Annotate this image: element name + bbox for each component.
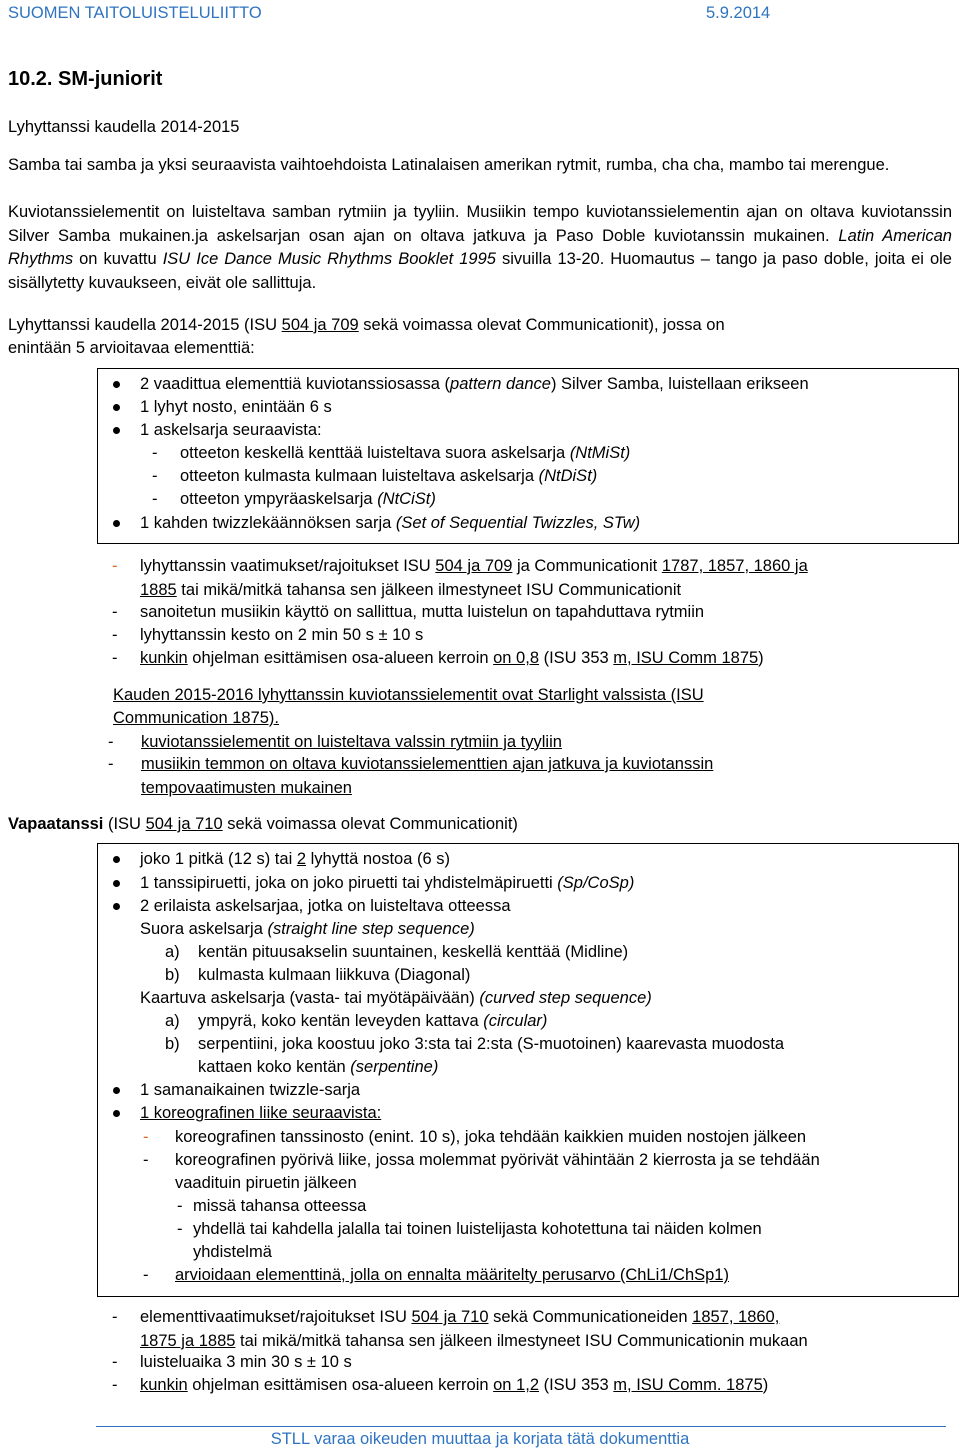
dash-icon: - [112,649,118,667]
bullet-icon [113,404,120,411]
dash-icon: - [112,626,118,644]
fd-step-straight-b-label: b) [165,966,180,984]
short-dance-subtitle: Lyhyttanssi kaudella 2014-2015 [8,118,240,136]
short-dance-lead-2: enintään 5 arvioitavaa elementtiä: [8,339,255,357]
sd-bullet-3: 1 askelsarja seuraavista: [140,421,322,439]
fd-choreo-2-cont: vaadituin piruetin jälkeen [175,1174,357,1192]
bullet-icon [113,880,120,887]
bullet-icon [113,856,120,863]
fd-step-curved-b-cont: kattaen koko kentän (serpentine) [198,1058,439,1076]
fd-choreo-2-sub-2-cont: yhdistelmä [193,1243,272,1261]
fd-choreo-3: arvioidaan elementtinä, jolla on ennalta määritelty perusarvo (ChLi1/ChSp1) [175,1266,729,1284]
bullet-icon [113,427,120,434]
sd-req-2: sanoitetun musiikin käyttö on sallittua, mutta luistelun on tapahduttava rytmiin [140,603,705,621]
fd-req-1: elementtivaatimukset/rajoitukset ISU 504 ja 710 sekä Communicationeiden 1857, 1860, 1875 ja 1885 tai mikä/mitkä tahansa sen jälkeen ilmestyneet ISU Communicationin mukaan [140,1308,808,1350]
sd-req-4: kunkin ohjelman esittämisen osa-alueen kerroin on 0,8 (ISU 353 m, ISU Comm 1875) [140,649,764,667]
next-season-dash-1: kuviotanssielementit on luisteltava valssin rytmiin ja tyyliin [141,733,562,751]
sd-sub-3: otteeton ympyräaskelsarja (NtCiSt) [180,490,436,508]
fd-bullet-4: 1 samanaikainen twizzle-sarja [140,1081,361,1099]
header-organization: SUOMEN TAITOLUISTELULIITTO [8,4,262,22]
sd-bullet-2: 1 lyhyt nosto, enintään 6 s [140,398,332,416]
fd-choreo-2-sub-1: missä tahansa otteessa [193,1197,367,1215]
dash-icon: - [177,1220,183,1238]
fd-req-2: luisteluaika 3 min 30 s ± 10 s [140,1353,352,1371]
next-season-line-2: Communication 1875). [113,709,279,727]
dash-icon: - [152,467,158,485]
dash-icon: - [108,755,114,773]
section-title: 10.2. SM-juniorit [8,68,163,90]
fd-bullet-2: 1 tanssipiruetti, joka on joko piruetti tai yhdistelmäpiruetti (Sp/CoSp) [140,874,635,892]
fd-step-curved-b: serpentiini, joka koostuu joko 3:sta tai 2:sta (S-muotoinen) kaarevasta muodosta [198,1035,785,1053]
fd-step-curved-a: ympyrä, koko kentän leveyden kattava (circular) [198,1012,548,1030]
dash-icon: - [143,1266,149,1284]
intro-paragraph-2: Kuviotanssielementit on luisteltava samban rytmiin ja tyyliin. Musiikin tempo kuviotanssielementin ajan on oltava kuviotanssin Silver Samba mukainen.ja askelsarjan osan ajan on oltava jatkuva ja Paso Doble kuviotanssin mukainen. Latin American Rhythms on kuvattu ISU Ice Dance Music Rhythms Booklet 1995 sivuilla 13-20. Huomautus – tango ja paso doble, joita ei ole sisällytetty kuvaukseen, eivät ole sallittuja. [8,203,952,292]
page-footer: STLL varaa oikeuden muuttaa ja korjata tätä dokumenttia [270,1430,690,1448]
page-header [8,4,952,26]
dash-icon: - [143,1128,149,1146]
bullet-icon [113,1087,120,1094]
fd-step-curved: Kaartuva askelsarja (vasta- tai myötäpäivään) (curved step sequence) [140,989,652,1007]
bullet-icon [113,520,120,527]
fd-choreo-1: koreografinen tanssinosto (enint. 10 s), joka tehdään kaikkien muiden nostojen jälkeen [175,1128,807,1146]
free-dance-lead: Vapaatanssi (ISU 504 ja 710 sekä voimassa olevat Communicationit) [8,815,518,833]
header-date: 5.9.2014 [706,4,771,22]
dash-icon: - [143,1151,149,1169]
next-season-line-1: Kauden 2015-2016 lyhyttanssin kuviotanssielementit ovat Starlight valssista (ISU [113,686,704,704]
dash-icon: - [177,1197,183,1215]
bullet-icon [113,1110,120,1117]
fd-choreo-2-sub-2: yhdellä tai kahdella jalalla tai toinen luistelijasta kohotettuna tai näiden kolmen [193,1220,762,1238]
sd-req-1: lyhyttanssin vaatimukset/rajoitukset ISU 504 ja 709 ja Communicationit 1787, 1857, 1860 ja 1885 tai mikä/mitkä tahansa sen jälkeen ilmestyneet ISU Communicationit [140,557,808,599]
dash-icon: - [112,1376,118,1394]
next-season-dash-2: musiikin temmon on oltava kuviotanssielementtien ajan jatkuva ja kuviotanssin tempovaatimusten mukainen [141,755,714,797]
sd-bullet-1: 2 vaadittua elementtiä kuviotanssiosassa (pattern dance) Silver Samba, luistellaan erikseen [140,375,809,393]
fd-bullet-5: 1 koreografinen liike seuraavista: [140,1104,382,1122]
fd-choreo-2: koreografinen pyörivä liike, jossa molemmat pyörivät vähintään 2 kierrosta ja se tehdään [175,1151,820,1169]
sd-sub-1: otteeton keskellä kenttää luisteltava suora askelsarja (NtMiSt) [180,444,631,462]
sd-sub-2: otteeton kulmasta kulmaan luisteltava askelsarja (NtDiSt) [180,467,598,485]
dash-icon: - [152,490,158,508]
sd-req-3: lyhyttanssin kesto on 2 min 50 s ± 10 s [140,626,424,644]
dash-icon: - [108,733,114,751]
fd-bullet-3: 2 erilaista askelsarjaa, jotka on luisteltava otteessa [140,897,511,915]
dash-icon: - [112,1353,118,1371]
dash-icon: - [112,1308,118,1326]
fd-step-straight: Suora askelsarja (straight line step sequence) [140,920,475,938]
bullet-icon [113,381,120,388]
sd-bullet-4: 1 kahden twizzlekäännöksen sarja (Set of Sequential Twizzles, STw) [140,514,641,532]
fd-step-curved-b-label: b) [165,1035,180,1053]
intro-paragraph-1: Samba tai samba ja yksi seuraavista vaihtoehdoista Latinalaisen amerikan rytmit, rumba, cha cha, mambo tai merengue. [8,156,890,174]
dash-icon: - [152,444,158,462]
fd-step-straight-b: kulmasta kulmaan liikkuva (Diagonal) [198,966,471,984]
footer-divider [96,1426,946,1427]
fd-bullet-1: joko 1 pitkä (12 s) tai 2 lyhyttä nostoa (6 s) [140,850,450,868]
fd-step-straight-a-label: a) [165,943,180,961]
short-dance-lead: Lyhyttanssi kaudella 2014-2015 (ISU 504 ja 709 sekä voimassa olevat Communicationit), jossa on [8,316,725,334]
dash-icon: - [112,557,118,575]
fd-req-3: kunkin ohjelman esittämisen osa-alueen kerroin on 1,2 (ISU 353 m, ISU Comm. 1875) [140,1376,769,1394]
fd-step-curved-a-label: a) [165,1012,180,1030]
dash-icon: - [112,603,118,621]
bullet-icon [113,903,120,910]
fd-step-straight-a: kentän pituusakselin suuntainen, keskellä kenttää (Midline) [198,943,629,961]
